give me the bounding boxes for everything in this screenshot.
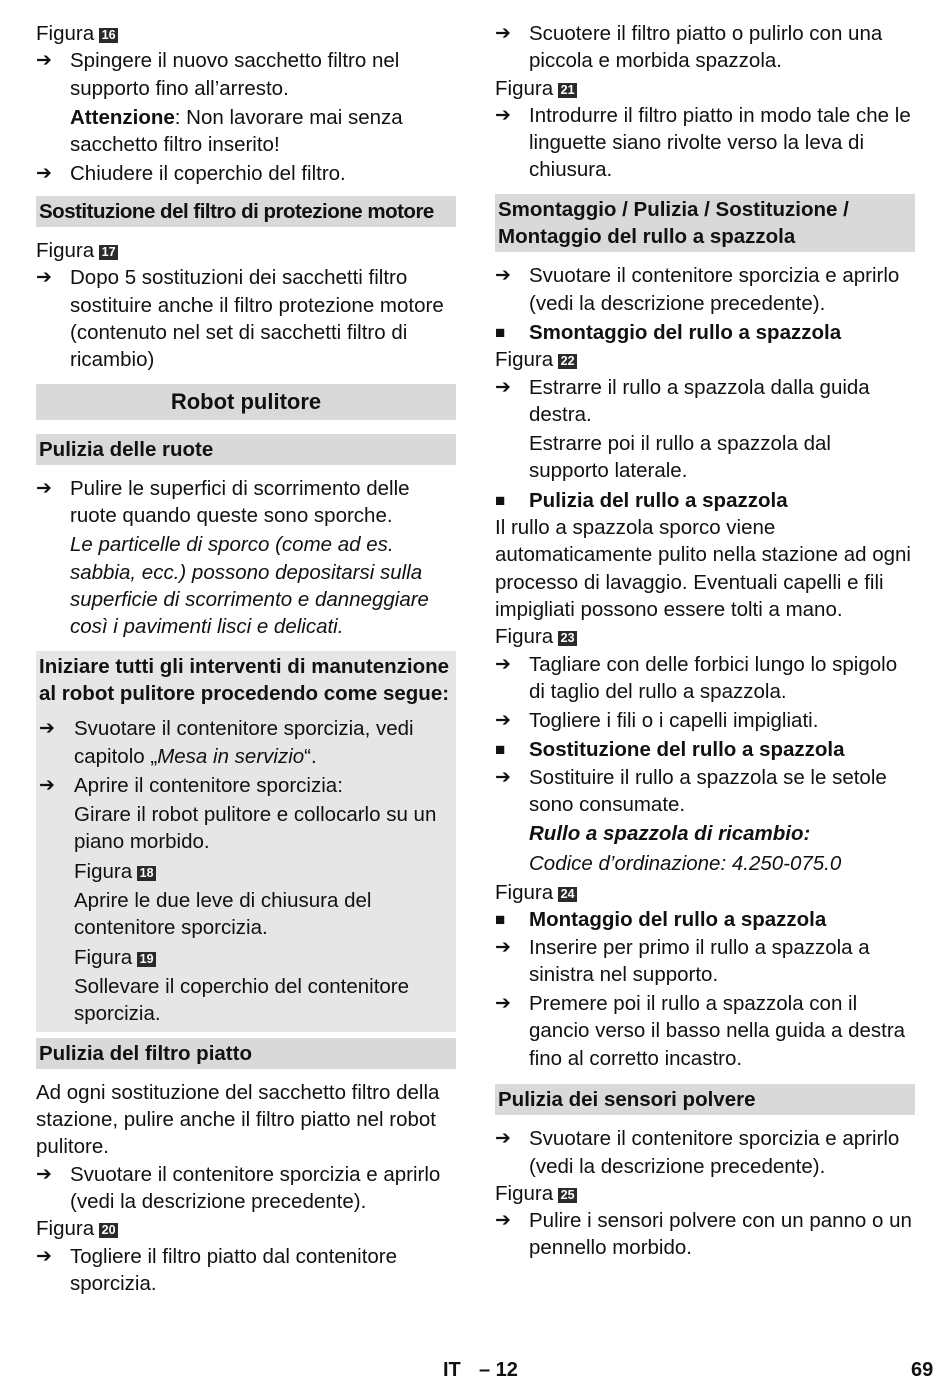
- section-heading-wheels: Pulizia delle ruote: [36, 434, 456, 465]
- box-step-levers: Aprire le due leve di chiusura del contenitore sporcizia.: [74, 889, 372, 940]
- subheading-mount: ■ Montaggio del rullo a spazzola: [495, 906, 915, 933]
- box-title: Iniziare tutti gli interventi di manutenzione al robot pulitore procedendo come segue:: [39, 654, 450, 705]
- chapter-heading-robot: Robot pulitore: [36, 384, 456, 420]
- arrow-right-icon: ➔: [495, 993, 511, 1015]
- wheels-note: Le particelle di sporco (come ad es. sabbia, ecc.) possono depositarsi sulla superficie di scorrimento e danneggiare così i pavimenti lisci e delicati.: [70, 533, 429, 639]
- subheading-replace: ■ Sostituzione del rullo a spazzola: [495, 736, 915, 763]
- section-heading-roller: Smontaggio / Pulizia / Sostituzione / Montaggio del rullo a spazzola: [495, 194, 915, 253]
- arrow-right-icon: ➔: [495, 1210, 511, 1232]
- figure-ref-17: Figura 17: [36, 237, 456, 264]
- step-empty-container: ➔ Svuotare il contenitore sporcizia e aprirlo (vedi la descrizione precedente).: [495, 262, 915, 317]
- section-heading-sensors: Pulizia dei sensori polvere: [495, 1084, 915, 1115]
- arrow-right-icon: ➔: [39, 718, 55, 740]
- footer-language: IT: [443, 1359, 461, 1381]
- arrow-right-icon: ➔: [36, 50, 52, 72]
- figure-ref-20: Figura 20: [36, 1215, 456, 1242]
- arrow-right-icon: ➔: [36, 477, 52, 499]
- arrow-right-icon: ➔: [495, 653, 511, 675]
- arrow-right-icon: ➔: [495, 265, 511, 287]
- figure-ref-21: Figura 21: [495, 75, 915, 102]
- step-replace: ➔ Sostituire il rullo a spazzola se le setole sono consumate.: [495, 764, 915, 819]
- arrow-right-icon: ➔: [495, 104, 511, 126]
- clean-text: Il rullo a spazzola sporco viene automaticamente pulito nella stazione ad ogni processo di lavaggio. Eventuali capelli e fili impigliati possono essere tolti a mano.: [495, 516, 911, 621]
- flat-filter-intro: Ad ogni sostituzione del sacchetto filtro della stazione, pulire anche il filtro piatto nel robot pulitore.: [36, 1080, 440, 1159]
- arrow-right-icon: ➔: [39, 774, 55, 796]
- figure-number-badge: 25: [558, 1188, 577, 1203]
- step-clean-wheels: ➔ Pulire le superfici di scorrimento delle ruote quando queste sono sporche.: [36, 475, 456, 530]
- arrow-right-icon: ➔: [495, 376, 511, 398]
- step-empty-container: ➔ Svuotare il contenitore sporcizia e aprirlo (vedi la descrizione precedente).: [36, 1161, 456, 1216]
- arrow-right-icon: ➔: [36, 1163, 52, 1185]
- footer-page-number: 69: [911, 1359, 934, 1381]
- figure-ref-25: Figura 25: [495, 1180, 915, 1207]
- step-cut: ➔ Tagliare con delle forbici lungo lo spigolo di taglio del rullo a spazzola.: [495, 651, 915, 706]
- figure-number-badge: 16: [99, 28, 118, 43]
- spare-title: Rullo a spazzola di ricambio:: [529, 822, 811, 846]
- step-extract-b: Estrarre poi il rullo a spazzola dal supporto laterale.: [529, 432, 831, 483]
- spare-code: Codice d’ordinazione: 4.250-075.0: [529, 851, 842, 875]
- figure-number-badge: 24: [558, 887, 577, 902]
- step-remove-filter: ➔ Togliere il filtro piatto dal contenitore sporcizia.: [36, 1243, 456, 1298]
- figure-label: Figura: [36, 22, 95, 45]
- figure-ref-22: Figura 22: [495, 346, 915, 373]
- figure-number-badge: 20: [99, 1223, 118, 1238]
- step-clean-sensors: ➔ Pulire i sensori polvere con un panno o un pennello morbido.: [495, 1207, 915, 1262]
- figure-number-badge: 17: [99, 245, 118, 260]
- step-insert-filter: ➔ Introdurre il filtro piatto in modo tale che le linguette siano rivolte verso la leva di chiusura.: [495, 102, 915, 184]
- square-bullet-icon: ■: [495, 490, 506, 510]
- step-close-cover: ➔ Chiudere il coperchio del filtro.: [36, 160, 456, 187]
- figure-number-badge: 23: [558, 631, 577, 646]
- arrow-right-icon: ➔: [36, 267, 52, 289]
- square-bullet-icon: ■: [495, 910, 506, 930]
- arrow-right-icon: ➔: [495, 710, 511, 732]
- figure-ref-24: Figura 24: [495, 879, 915, 906]
- section-heading-flat-filter: Pulizia del filtro piatto: [36, 1038, 456, 1069]
- step-push-bag: ➔ Spingere il nuovo sacchetto filtro nel supporto fino all’arresto.: [36, 47, 456, 102]
- footer-local-page: – 12: [479, 1359, 518, 1381]
- step-remove-hair: ➔ Togliere i fili o i capelli impigliati.: [495, 707, 915, 734]
- arrow-right-icon: ➔: [495, 766, 511, 788]
- arrow-right-icon: ➔: [36, 163, 52, 185]
- figure-number-badge: 19: [137, 952, 156, 967]
- step-shake-filter: ➔ Scuotere il filtro piatto o pulirlo con una piccola e morbida spazzola.: [495, 20, 915, 75]
- figure-ref-23: Figura 23: [495, 623, 915, 650]
- figure-number-badge: 18: [137, 866, 156, 881]
- step-after-5: ➔ Dopo 5 sostituzioni dei sacchetti filtro sostituire anche il filtro protezione motore (contenuto nel set di sacchetti filtro di ricambio): [36, 264, 456, 373]
- step-extract: ➔ Estrarre il rullo a spazzola dalla guida destra.: [495, 374, 915, 429]
- maintenance-box: [36, 651, 456, 1032]
- subheading-clean: ■ Pulizia del rullo a spazzola: [495, 487, 915, 514]
- arrow-right-icon: ➔: [495, 1128, 511, 1150]
- figure-number-badge: 21: [558, 83, 577, 98]
- step-press: ➔ Premere poi il rullo a spazzola con il gancio verso il basso nella guida a destra fino al corretto incastro.: [495, 990, 915, 1072]
- subheading-dismount: ■ Smontaggio del rullo a spazzola: [495, 319, 915, 346]
- arrow-right-icon: ➔: [36, 1245, 52, 1267]
- box-step-open: ➔ Aprire il contenitore sporcizia:: [39, 772, 453, 799]
- figure-ref-18: Figura 18: [39, 858, 453, 885]
- left-column: [36, 20, 456, 1297]
- box-step-turn: Girare il robot pulitore e collocarlo su un piano morbido.: [74, 803, 437, 854]
- step-empty-container-2: ➔ Svuotare il contenitore sporcizia e aprirlo (vedi la descrizione precedente).: [495, 1125, 915, 1180]
- box-step-lift: Sollevare il coperchio del contenitore sporcizia.: [74, 974, 410, 1026]
- figure-number-badge: 22: [558, 354, 577, 369]
- warning-note: Attenzione: Non lavorare mai senza sacchetto filtro inserito!: [70, 105, 403, 157]
- arrow-right-icon: ➔: [495, 23, 511, 44]
- square-bullet-icon: ■: [495, 740, 506, 760]
- arrow-right-icon: ➔: [495, 936, 511, 958]
- figure-ref-16: [36, 20, 456, 47]
- square-bullet-icon: ■: [495, 322, 506, 342]
- right-column: [495, 20, 915, 1262]
- section-heading-motor-filter: Sostituzione del filtro di protezione motore: [36, 196, 456, 227]
- figure-ref-19: Figura 19: [39, 944, 453, 971]
- step-insert-left: ➔ Inserire per primo il rullo a spazzola a sinistra nel supporto.: [495, 934, 915, 989]
- box-step-empty: ➔ Svuotare il contenitore sporcizia, vedi capitolo „Mesa in servizio“.: [39, 715, 453, 770]
